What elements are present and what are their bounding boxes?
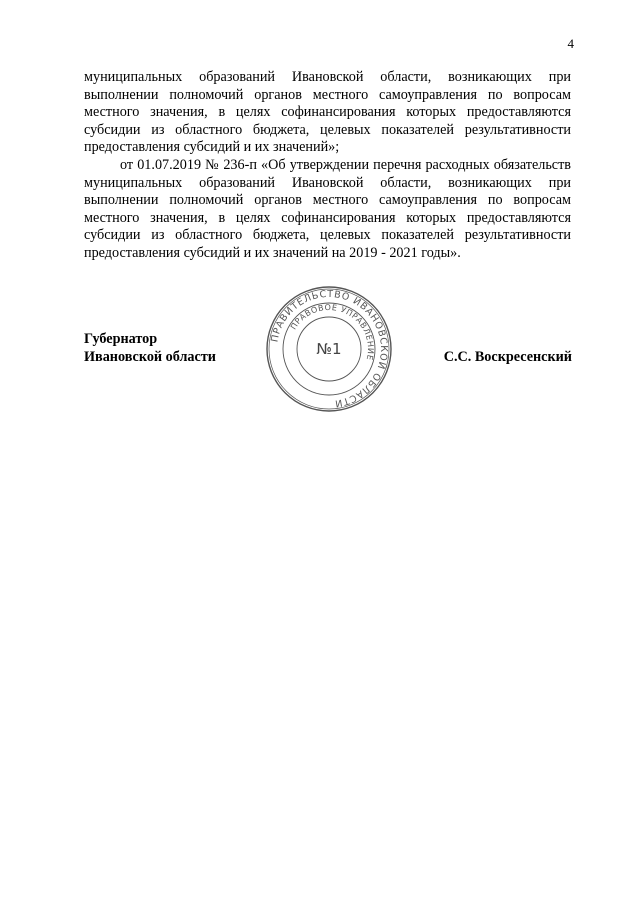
seal-ring-text: ПРАВИТЕЛЬСТВО ИВАНОВСКОЙ ОБЛАСТИ [269, 288, 390, 409]
seal-graphic [264, 284, 394, 414]
seal-inner-text: ПРАВОВОЕ УПРАВЛЕНИЕ [288, 302, 376, 362]
page-number: 4 [567, 36, 574, 51]
signatory-title-line-1: Губернатор [84, 331, 158, 347]
seal-number: №1 [316, 340, 342, 358]
paragraph: от 01.07.2019 № 236-п «Об утверждении перечня расходных обязательств муниципальных образований Ивановской области, возникающих при выполнении полномочий органов местного самоуправления по вопросам местного значения, в целях софинансирования которых предоставляются субсидии из областного бюджета, целевых показателей результативности предоставления субсидий и их значений на 2019 - 2021 годы». [84, 156, 571, 261]
signatory-title [84, 330, 216, 366]
signatory-name: С.С. Воскресенский [443, 349, 572, 365]
official-seal [264, 284, 394, 414]
signatory-title-line-2: Ивановской области [84, 349, 216, 365]
document-body [84, 69, 571, 263]
paragraph: муниципальных образований Ивановской области, возникающих при выполнении полномочий органов местного самоуправления по вопросам местного значения, в целях софинансирования которых предоставляются субсидии из областного бюджета, целевых показателей результативности предоставления субсидий и их значений»; [84, 69, 571, 156]
